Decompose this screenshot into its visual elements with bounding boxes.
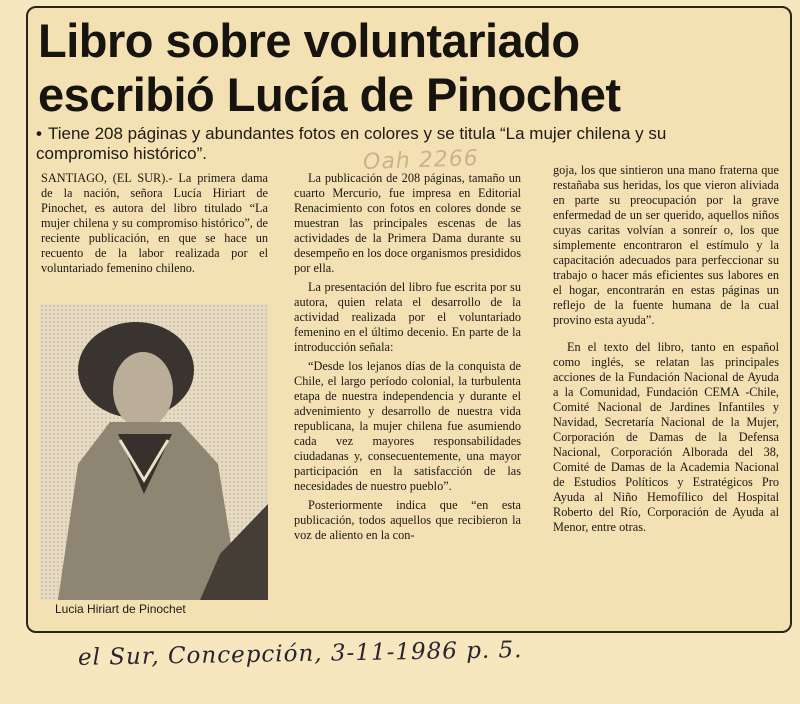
headline-line-1: Libro sobre voluntariado xyxy=(38,14,580,67)
paragraph: “Desde los lejanos días de la conquista de Chile, el largo período colonial, la turbulenta etapa de nuestra independencia y durante el advenimiento y desarrollo de nuestra vida republicana, la mujer chilena fue asumiendo cada vez mayores responsabilidades ciudadanas y, consecuentemente, una mayor participación en la satisfacción de las necesidades de nuestro pueblo”. xyxy=(294,359,521,493)
headline xyxy=(38,14,738,122)
paragraph: goja, los que sintieron una mano fraterna que restañaba sus heridas, los que vieron aliviada en parte su preocupación por la grave enfermedad de un ser querido, aquellos niños cuyas caritas volvían a sonreír o, los que simplemente encontraron el estímulo y la capacitación adecuados para perfeccionar su trabajo o hacer más eficientes sus labores en el hogar, encontrarán en estas páginas un reflejo de la fuente humana de la cual provino esta ayuda”. xyxy=(553,163,779,327)
article-column-1 xyxy=(41,171,268,280)
subheadline-text: Tiene 208 páginas y abundantes fotos en colores y se titula “La mujer chilena y su compromiso histórico”. xyxy=(36,124,667,163)
paragraph: La publicación de 208 páginas, tamaño un cuarto Mercurio, fue impresa en Editorial Renacimiento con fotos en colores donde se muestran las principales escenas de las actividades de la Primera Dama durante su desempeño en los doce organismos presididos por ella. xyxy=(294,171,521,275)
paragraph: La presentación del libro fue escrita por su autora, quien relata el desarrollo de la actividad realizada por el voluntariado femenino en el último decenio. En parte de la introducción señala: xyxy=(294,280,521,354)
subheadline xyxy=(36,124,676,164)
photo-caption: Lucia Hiriart de Pinochet xyxy=(55,602,186,616)
headline-line-2: escribió Lucía de Pinochet xyxy=(38,68,621,121)
archive-stamp: Oah 2266 xyxy=(362,145,480,176)
handwritten-source-note: el Sur, Concepción, 3-11-1986 p. 5. xyxy=(77,637,523,671)
article-column-2 xyxy=(294,171,521,547)
bullet-icon: • xyxy=(36,124,42,143)
paragraph: SANTIAGO, (EL SUR).- La primera dama de la nación, señora Lucía Hiriart de Pinochet, es autora del libro titulado “La mujer chilena y su compromiso histórico”, de reciente publicación, en que se hace un recuento de la labor realizada por el voluntariado femenino chileno. xyxy=(41,171,268,275)
portrait-image xyxy=(40,304,268,600)
article-column-3 xyxy=(553,163,779,539)
portrait-photo xyxy=(40,304,268,600)
paragraph: Posteriormente indica que “en esta publicación, todos aquellos que recibieron la voz de aliento en la con- xyxy=(294,498,521,542)
paragraph: En el texto del libro, tanto en español como inglés, se relatan las principales acciones de la Fundación Nacional de Ayuda a la Comunidad, Fundación CEMA -Chile, Comité Nacional de Jardines Infantiles y Navidad, Secretaría Nacional de la Mujer, Corporación de Damas de la Defensa Nacional, Corporación Alborada del 38, Comité de Damas de la Academia Nacional de Estudios Políticos y Estratégicos Pro Ayuda al Niño Hemofílico del Hospital Roberto del Río, Corporación de Ayuda al Menor, entre otras. xyxy=(553,340,779,534)
